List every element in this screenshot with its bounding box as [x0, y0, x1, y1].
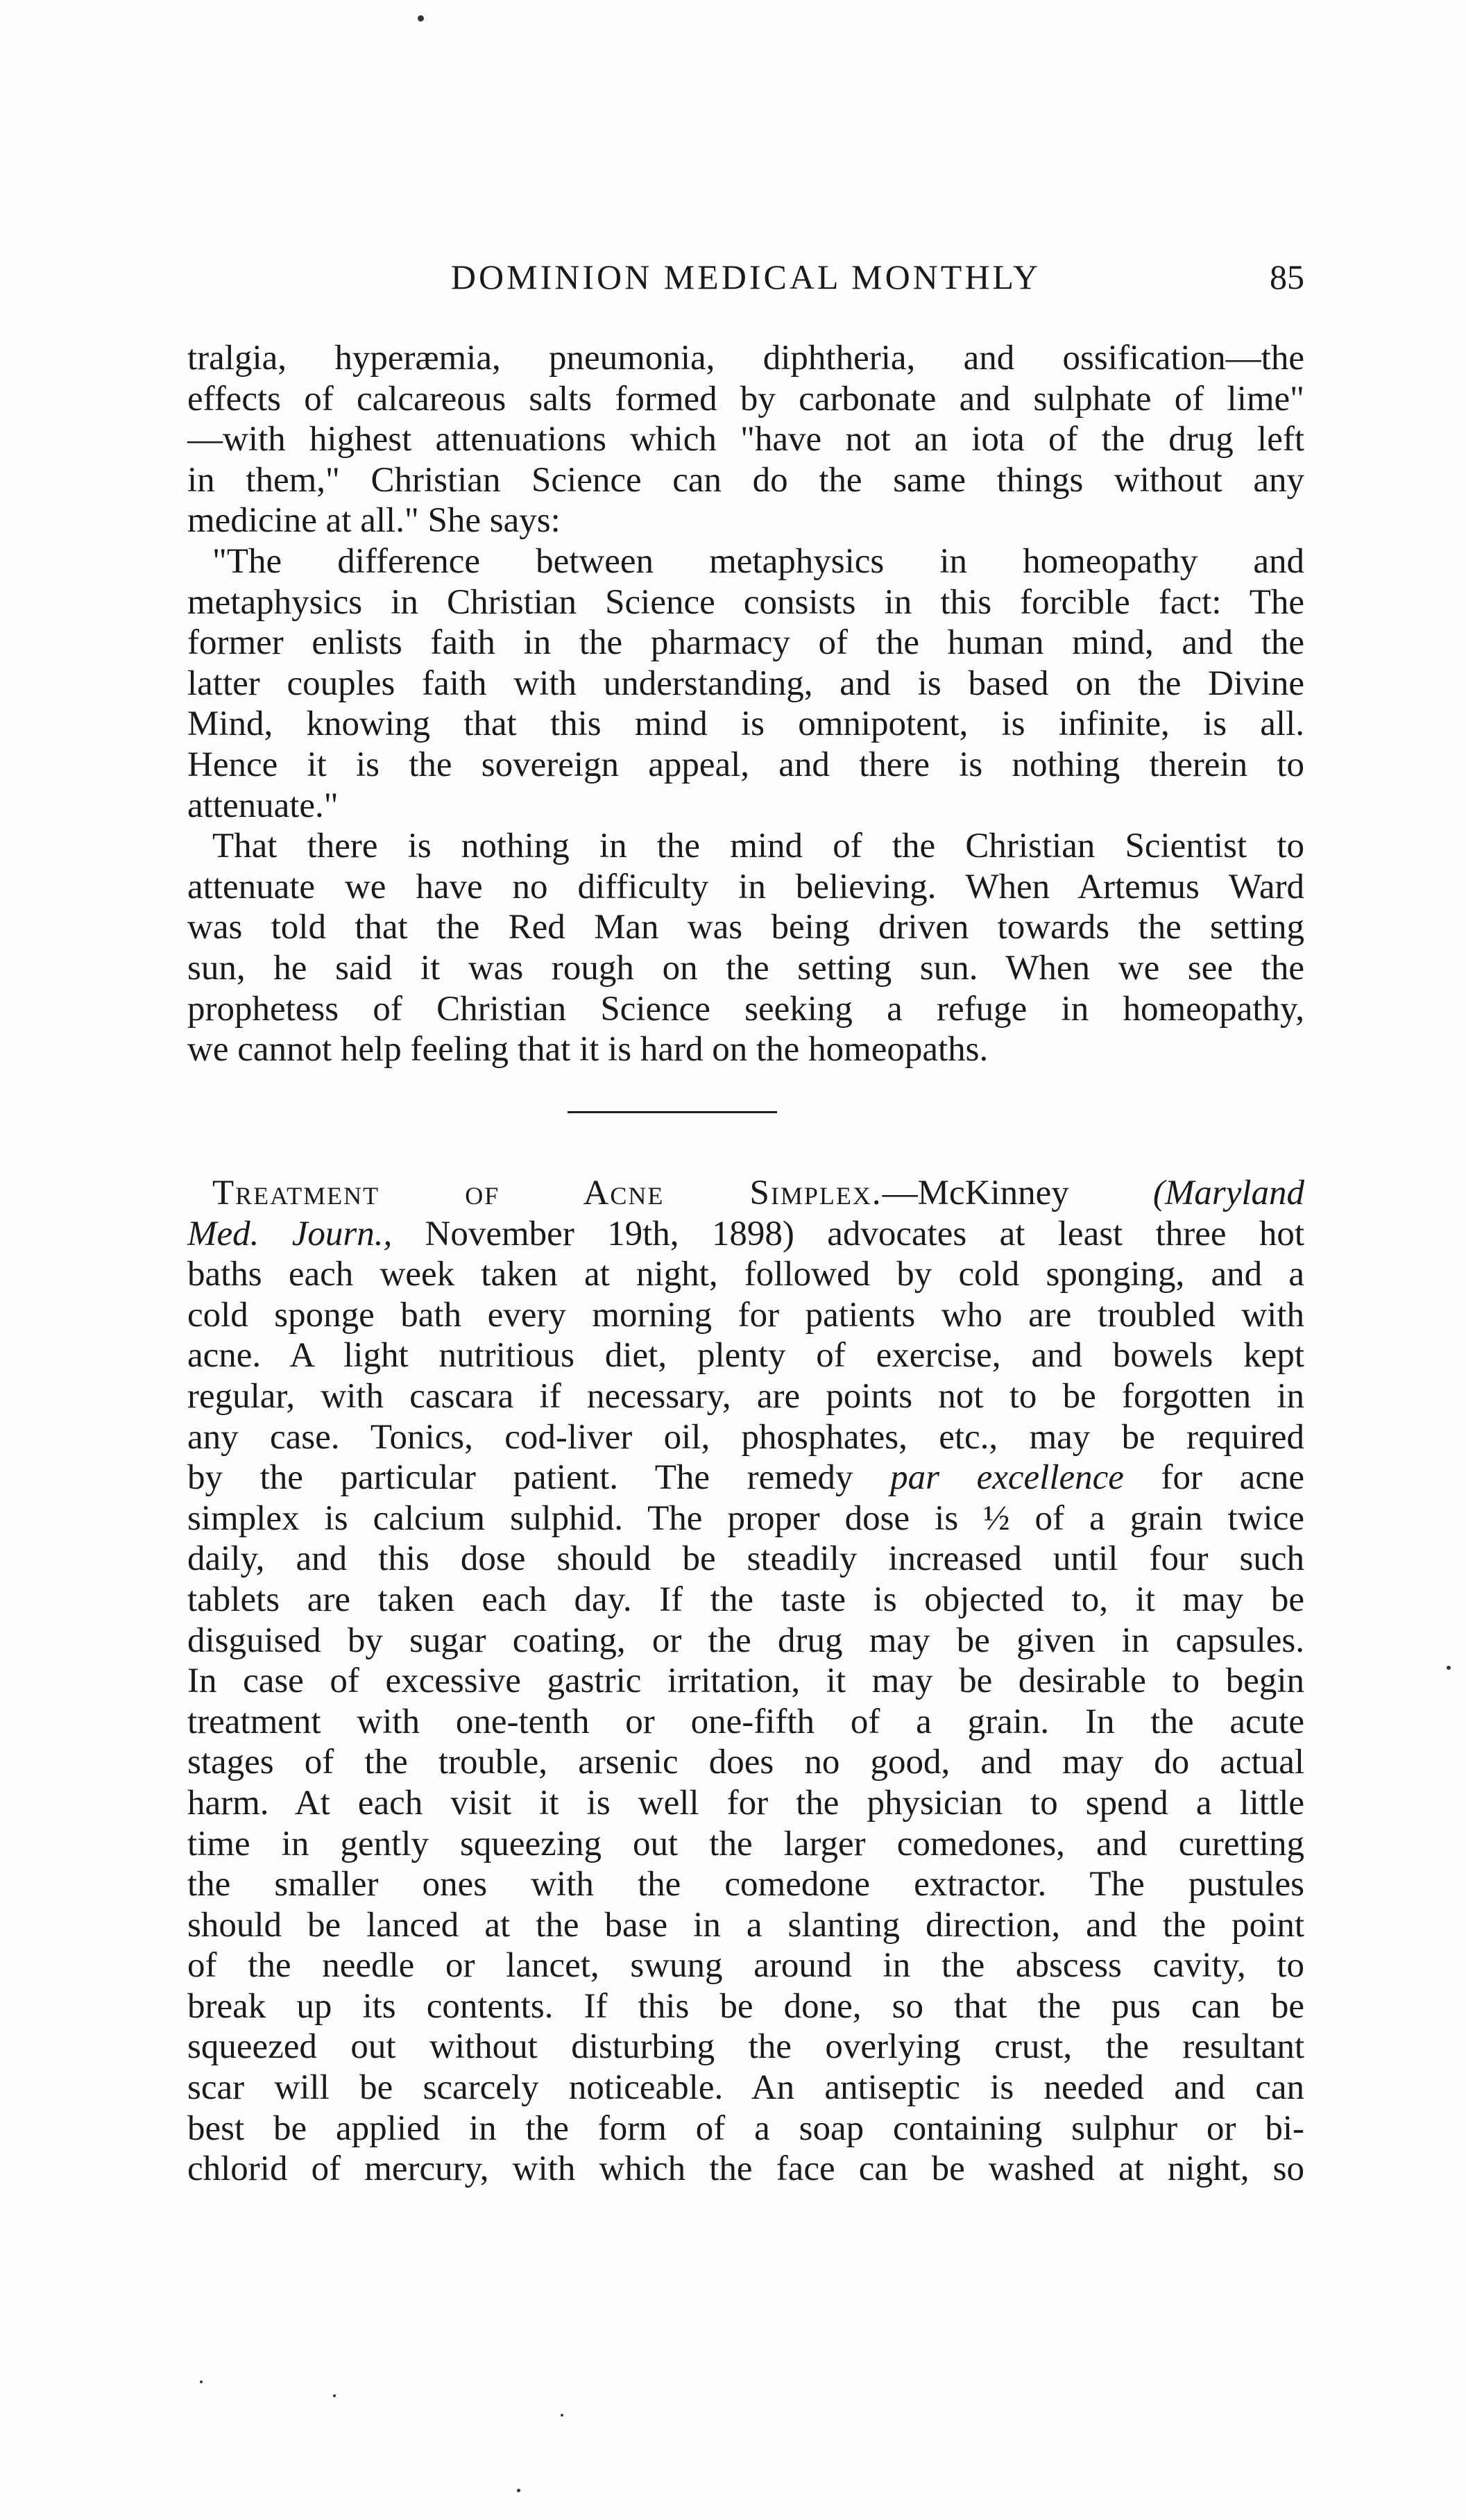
- homeopathy-article-continuation: [187, 338, 1304, 1070]
- quote-line: attenuate.": [187, 786, 339, 825]
- text-line: sun, he said it was rough on the setting sun. When we see the: [187, 948, 1304, 988]
- text-line: attenuate we have no difficulty in believing. When Artemus Ward: [187, 867, 1304, 906]
- author-lead: —McKinney: [882, 1174, 1069, 1212]
- scan-speck: [517, 2489, 520, 2492]
- remedy-text: by the particular patient. The remedy: [187, 1458, 853, 1498]
- text-line: was told that the Red Man was being driven towards the setting: [187, 908, 1304, 947]
- text-line: chlorid of mercury, with which the face can be washed at night, so: [187, 2149, 1304, 2189]
- text-line: tralgia, hyperæmia, pneumonia, diphtheria, and ossification—the: [187, 339, 1304, 378]
- text-line: any case. Tonics, cod-liver oil, phosphates, etc., may be required: [187, 1417, 1304, 1457]
- text-line: disguised by sugar coating, or the drug may be given in capsules.: [187, 1621, 1304, 1660]
- text-line: the smaller ones with the comedone extractor. The pustules: [187, 1865, 1304, 1904]
- quote-line: metaphysics in Christian Science consists in this forcible fact: The: [187, 582, 1304, 622]
- scan-speck: [200, 2381, 203, 2383]
- citation-journal: (Maryland: [1152, 1174, 1305, 1212]
- quote-line: latter couples faith with understanding, and is based on the Divine: [187, 663, 1304, 703]
- text-line: in them," Christian Science can do the same things without any: [187, 460, 1304, 500]
- acne-heading-line: [187, 1173, 1304, 1214]
- text-line: medicine at all." She says:: [187, 501, 561, 541]
- par-excellence: par excellence: [890, 1458, 1124, 1498]
- text-line: daily, and this dose should be steadily increased until four such: [187, 1539, 1304, 1579]
- scan-speck: [1447, 1666, 1451, 1670]
- text-line: break up its contents. If this be done, so that the pus can be: [187, 1986, 1304, 2026]
- text-line: treatment with one-tenth or one-fifth of a grain. In the acute: [187, 1702, 1304, 1741]
- text-line: should be lanced at the base in a slanting direction, and the point: [187, 1905, 1304, 1945]
- text-line: time in gently squeezing out the larger comedones, and curetting: [187, 1824, 1304, 1863]
- quote-line: former enlists faith in the pharmacy of the human mind, and the: [187, 623, 1304, 663]
- text-line: scar will be scarcely noticeable. An antiseptic is needed and can: [187, 2068, 1304, 2108]
- scan-speck: [418, 15, 424, 22]
- text-line: cold sponge bath every morning for patients who are troubled with: [187, 1295, 1304, 1335]
- section-divider: [568, 1111, 777, 1113]
- text-line: of the needle or lancet, swung around in the abscess cavity, to: [187, 1946, 1304, 1986]
- text-line: regular, with cascara if necessary, are points not to be forgotten in: [187, 1376, 1304, 1416]
- text-line: baths each week taken at night, followed by cold sponging, and a: [187, 1255, 1304, 1294]
- article-heading: Treatment of Acne Simplex.: [212, 1174, 883, 1212]
- page-number: 85: [1270, 257, 1304, 296]
- running-title: DOMINION MEDICAL MONTHLY: [450, 257, 1041, 296]
- quote-line: Mind, knowing that this mind is omnipotent, is infinite, is all.: [187, 704, 1304, 744]
- scan-speck: [561, 2414, 563, 2417]
- text-line: [187, 1214, 1304, 1255]
- citation-date: November 19th, 1898) advocates at least three hot: [425, 1214, 1304, 1253]
- citation-journal-cont: Med. Journ.,: [187, 1214, 393, 1253]
- quote-line: "The difference between metaphysics in homeopathy and: [212, 541, 1304, 581]
- text-line: we cannot help feeling that it is hard on the homeopaths.: [187, 1030, 989, 1069]
- scan-speck: [333, 2394, 336, 2397]
- text-line: best be applied in the form of a soap containing sulphur or bi-: [187, 2108, 1304, 2148]
- text-line: prophetess of Christian Science seeking a refuge in homeopathy,: [187, 989, 1304, 1029]
- text-line: stages of the trouble, arsenic does no good, and may do actual: [187, 1743, 1304, 1782]
- text-line: acne. A light nutritious diet, plenty of exercise, and bowels kept: [187, 1336, 1304, 1376]
- quote-line: Hence it is the sovereign appeal, and there is nothing therein to: [187, 745, 1304, 784]
- text-line: simplex is calcium sulphid. The proper dose is ½ of a grain twice: [187, 1498, 1304, 1538]
- acne-article: [187, 1173, 1304, 2190]
- text-line: [187, 1457, 1304, 1498]
- running-head: [187, 257, 1304, 305]
- text-line: —with highest attenuations which "have not an iota of the drug left: [187, 420, 1304, 459]
- text-line: squeezed out without disturbing the overlying crust, the resultant: [187, 2027, 1304, 2067]
- text-line: harm. At each visit it is well for the physician to spend a little: [187, 1783, 1304, 1823]
- for-acne: for acne: [1161, 1458, 1304, 1498]
- text-line: In case of excessive gastric irritation, it may be desirable to begin: [187, 1661, 1304, 1701]
- text-line: effects of calcareous salts formed by carbonate and sulphate of lime": [187, 379, 1304, 418]
- text-line: That there is nothing in the mind of the Christian Scientist to: [212, 827, 1304, 866]
- text-line: tablets are taken each day. If the taste is objected to, it may be: [187, 1580, 1304, 1619]
